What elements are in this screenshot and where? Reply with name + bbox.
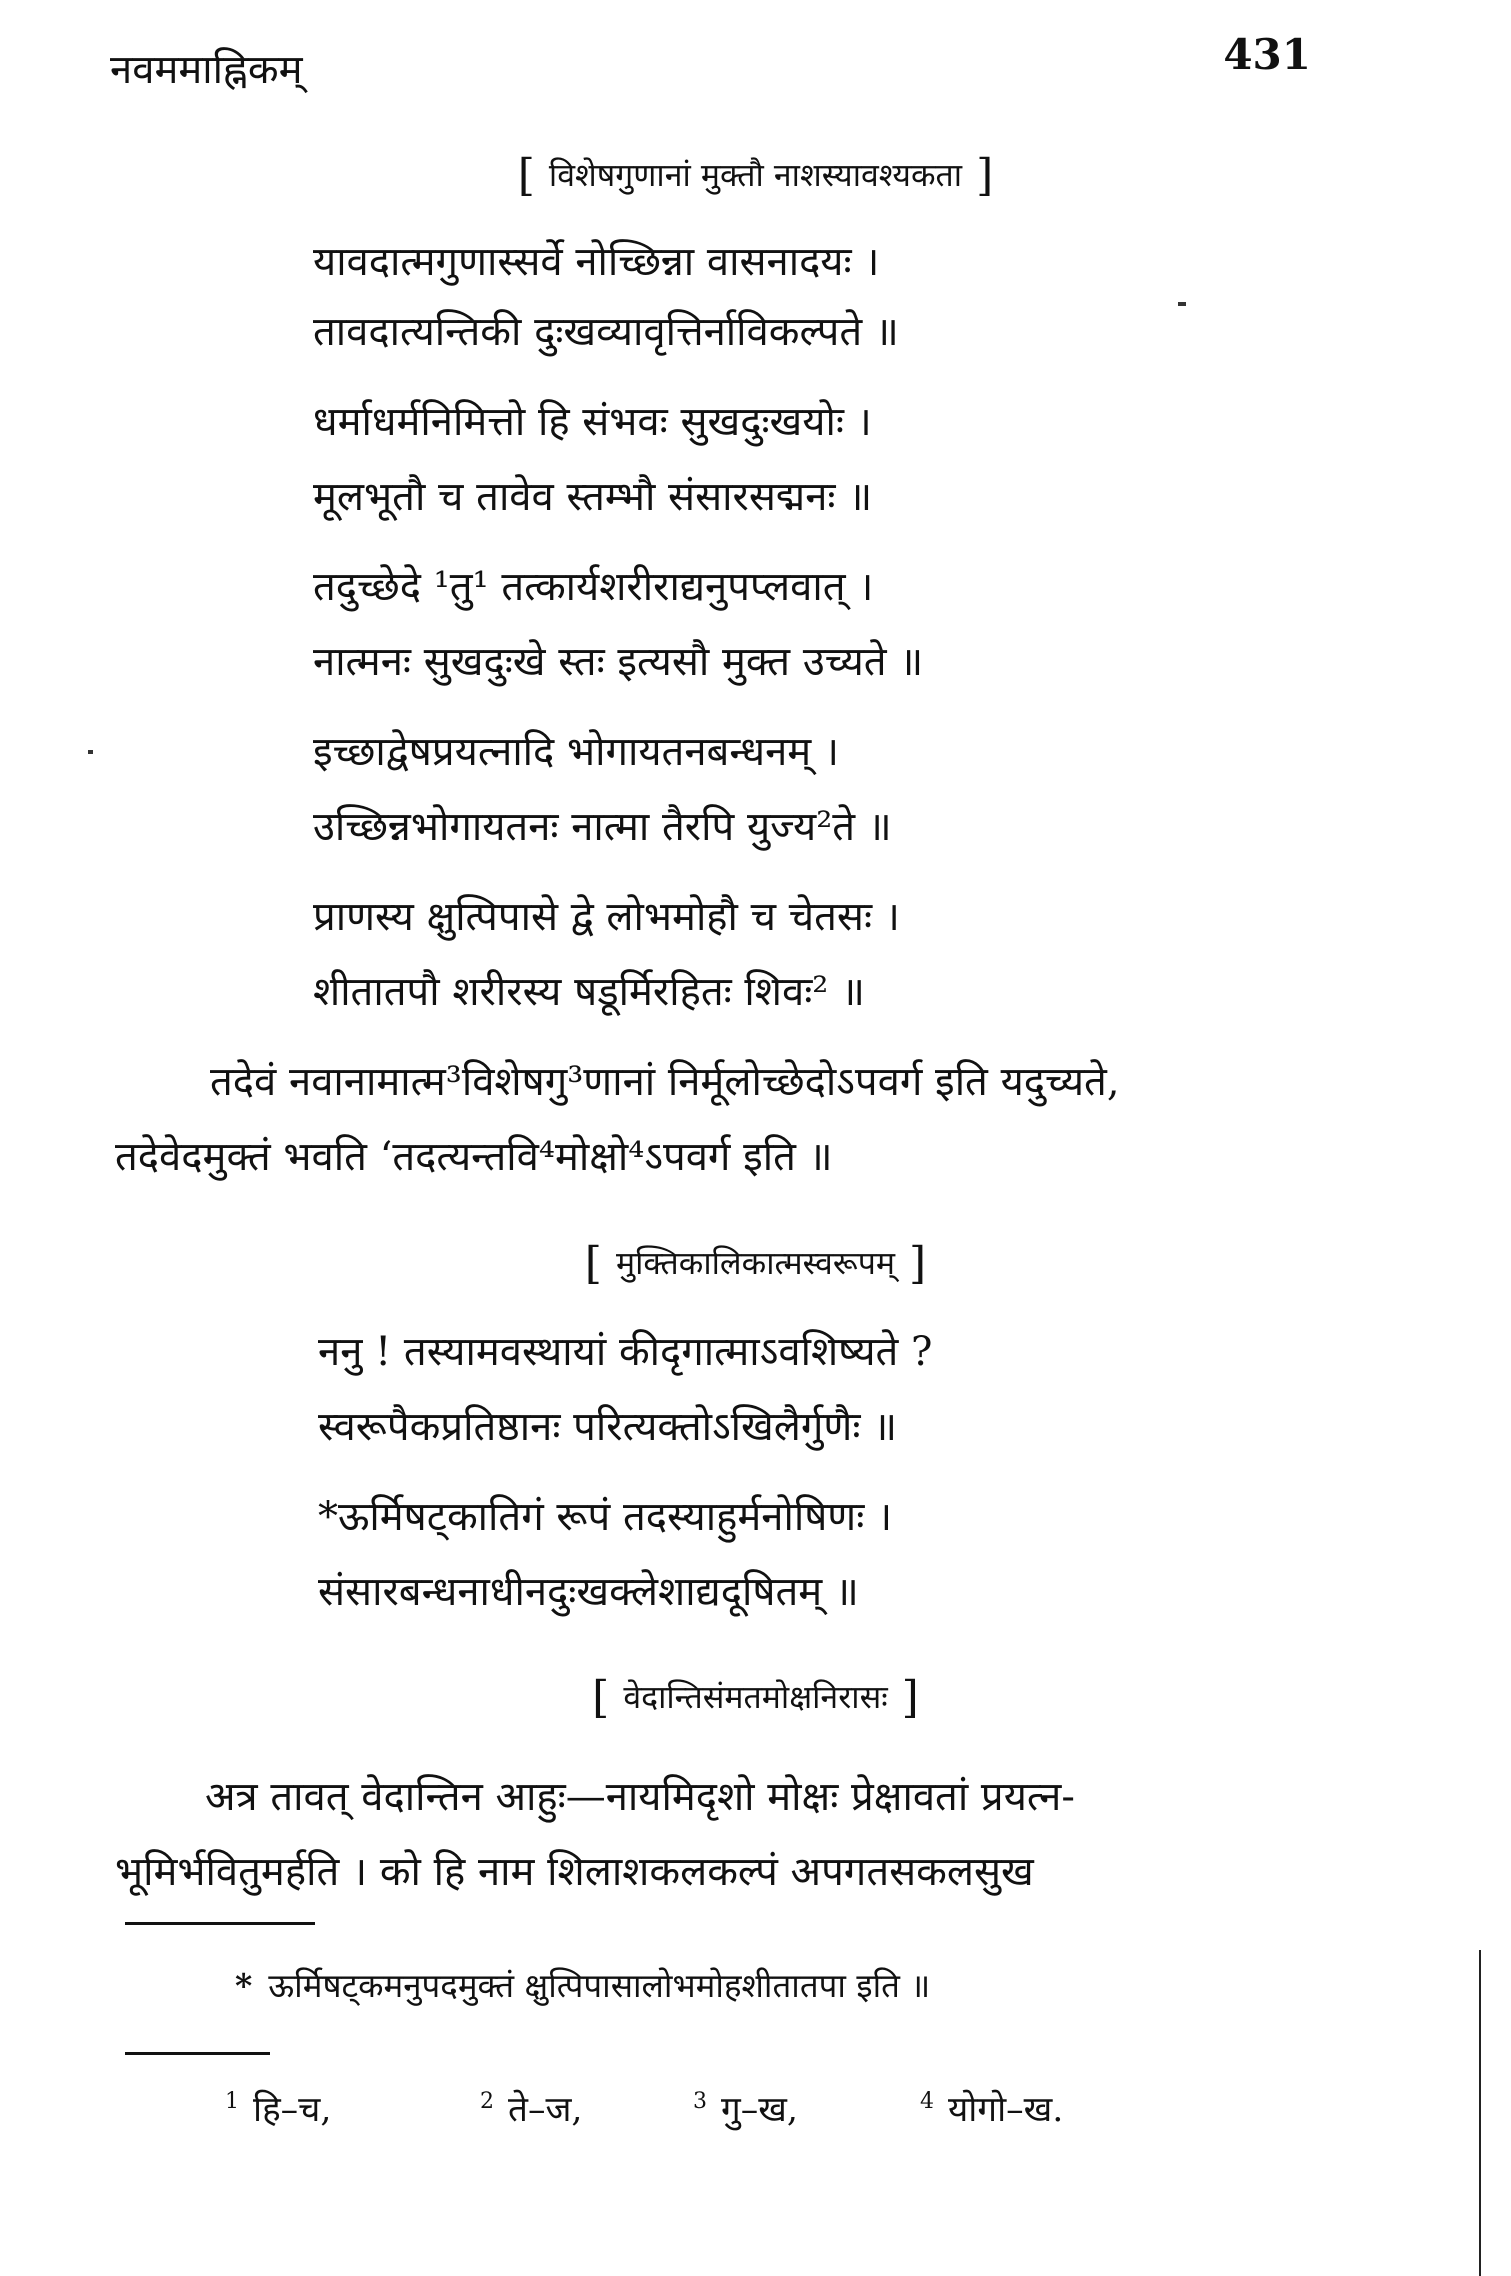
section-heading: [ विशेषगुणानां मुक्तौ नाशस्यावश्यकता ] (517, 150, 994, 201)
verse-line: तावदात्यन्तिकी दुःखव्यावृत्तिर्नाविकल्पते ॥ (313, 309, 899, 355)
prose-line: तदेवेदमुक्तं भवति ‘तदत्यन्तवि⁴मोक्षो⁴ऽपवर्ग इति ॥ (115, 1134, 833, 1180)
footnote-text: ऊर्मिषट्कमनुपदमुक्तं क्षुत्पिपासालोभमोहशीतातपा इति ॥ (268, 1966, 931, 2005)
variant-number: 3 (693, 2089, 707, 2115)
verse-line: शीतातपौ शरीरस्य षडूर्मिरहितः शिवः² ॥ (313, 969, 866, 1015)
variant-text: हि–च, (253, 2090, 332, 2130)
footnote (235, 1962, 930, 2007)
verse-line: स्वरूपैकप्रतिष्ठानः परित्यक्तोऽखिलैर्गुणैः ॥ (318, 1404, 898, 1450)
verse-line: धर्माधर्मनिमित्तो हि संभवः सुखदुःखयोः । (313, 399, 872, 445)
variant-number: 4 (920, 2089, 934, 2115)
scan-speck (88, 750, 93, 754)
variant-reading (920, 2085, 1063, 2132)
variant-text: ते–ज, (508, 2090, 583, 2130)
variants-rule (125, 2052, 270, 2055)
variant-text: गु–ख, (721, 2090, 798, 2130)
variant-reading (480, 2085, 583, 2132)
prose-line: भूमिर्भवितुमर्हति । को हि नाम शिलाशकलकल्पं अपगतसकलसुख (115, 1849, 1034, 1895)
verse-line: ननु ! तस्यामवस्थायां कीदृगात्माऽवशिष्यते ? (318, 1329, 933, 1375)
verse-line: इच्छाद्वेषप्रयत्नादि भोगायतनबन्धनम् । (313, 729, 840, 775)
variant-reading (225, 2085, 332, 2132)
variant-reading (693, 2085, 798, 2132)
verse-line: उच्छिन्नभोगायतनः नात्मा तैरपि युज्य²ते ॥ (313, 804, 892, 850)
page-number: 431 (1223, 30, 1311, 79)
footnote-rule (125, 1922, 315, 1925)
variant-number: 1 (225, 2089, 239, 2115)
variant-text: योगो–ख. (948, 2090, 1064, 2130)
prose-line: अत्र तावत् वेदान्तिन आहुः—नायमिदृशो मोक्षः प्रेक्षावतां प्रयत्न- (205, 1774, 1075, 1820)
prose-line: तदेवं नवानामात्म³विशेषगु³णानां निर्मूलोच्छेदोऽपवर्ग इति यदुच्यते, (210, 1059, 1120, 1105)
variant-number: 2 (480, 2089, 494, 2115)
verse-line: मूलभूतौ च तावेव स्तम्भौ संसारसद्मनः ॥ (313, 474, 873, 520)
scan-speck (1178, 302, 1186, 306)
footnote-mark: * (235, 1966, 253, 2005)
section-heading-text: वेदान्तिसंमतमोक्षनिरासः (623, 1678, 888, 1716)
section-heading: [ वेदान्तिसंमतमोक्षनिरासः ] (592, 1672, 919, 1723)
verse-line: नात्मनः सुखदुःखे स्तः इत्यसौ मुक्त उच्यते ॥ (313, 639, 924, 685)
verse-line: तदुच्छेदे ¹तु¹ तत्कार्यशरीराद्यनुपप्लवात् । (313, 564, 874, 610)
section-heading-text: मुक्तिकालिकात्मस्वरूपम् (615, 1244, 896, 1282)
verse-line: *ऊर्मिषट्कातिगं रूपं तदस्याहुर्मनोषिणः । (318, 1494, 893, 1540)
section-heading: [ मुक्तिकालिकात्मस्वरूपम् ] (584, 1238, 927, 1289)
verse-line: यावदात्मगुणास्सर्वे नोच्छिन्ना वासनादयः । (313, 239, 880, 285)
verse-line: प्राणस्य क्षुत्पिपासे द्वे लोभमोहौ च चेतसः । (313, 894, 900, 940)
section-heading-text: विशेषगुणानां मुक्तौ नाशस्यावश्यकता (548, 156, 963, 194)
scan-margin-line (1479, 1950, 1481, 2276)
running-title: नवममाह्निकम् (110, 47, 303, 93)
verse-line: संसारबन्धनाधीनदुःखक्लेशाद्यदूषितम् ॥ (318, 1569, 859, 1615)
